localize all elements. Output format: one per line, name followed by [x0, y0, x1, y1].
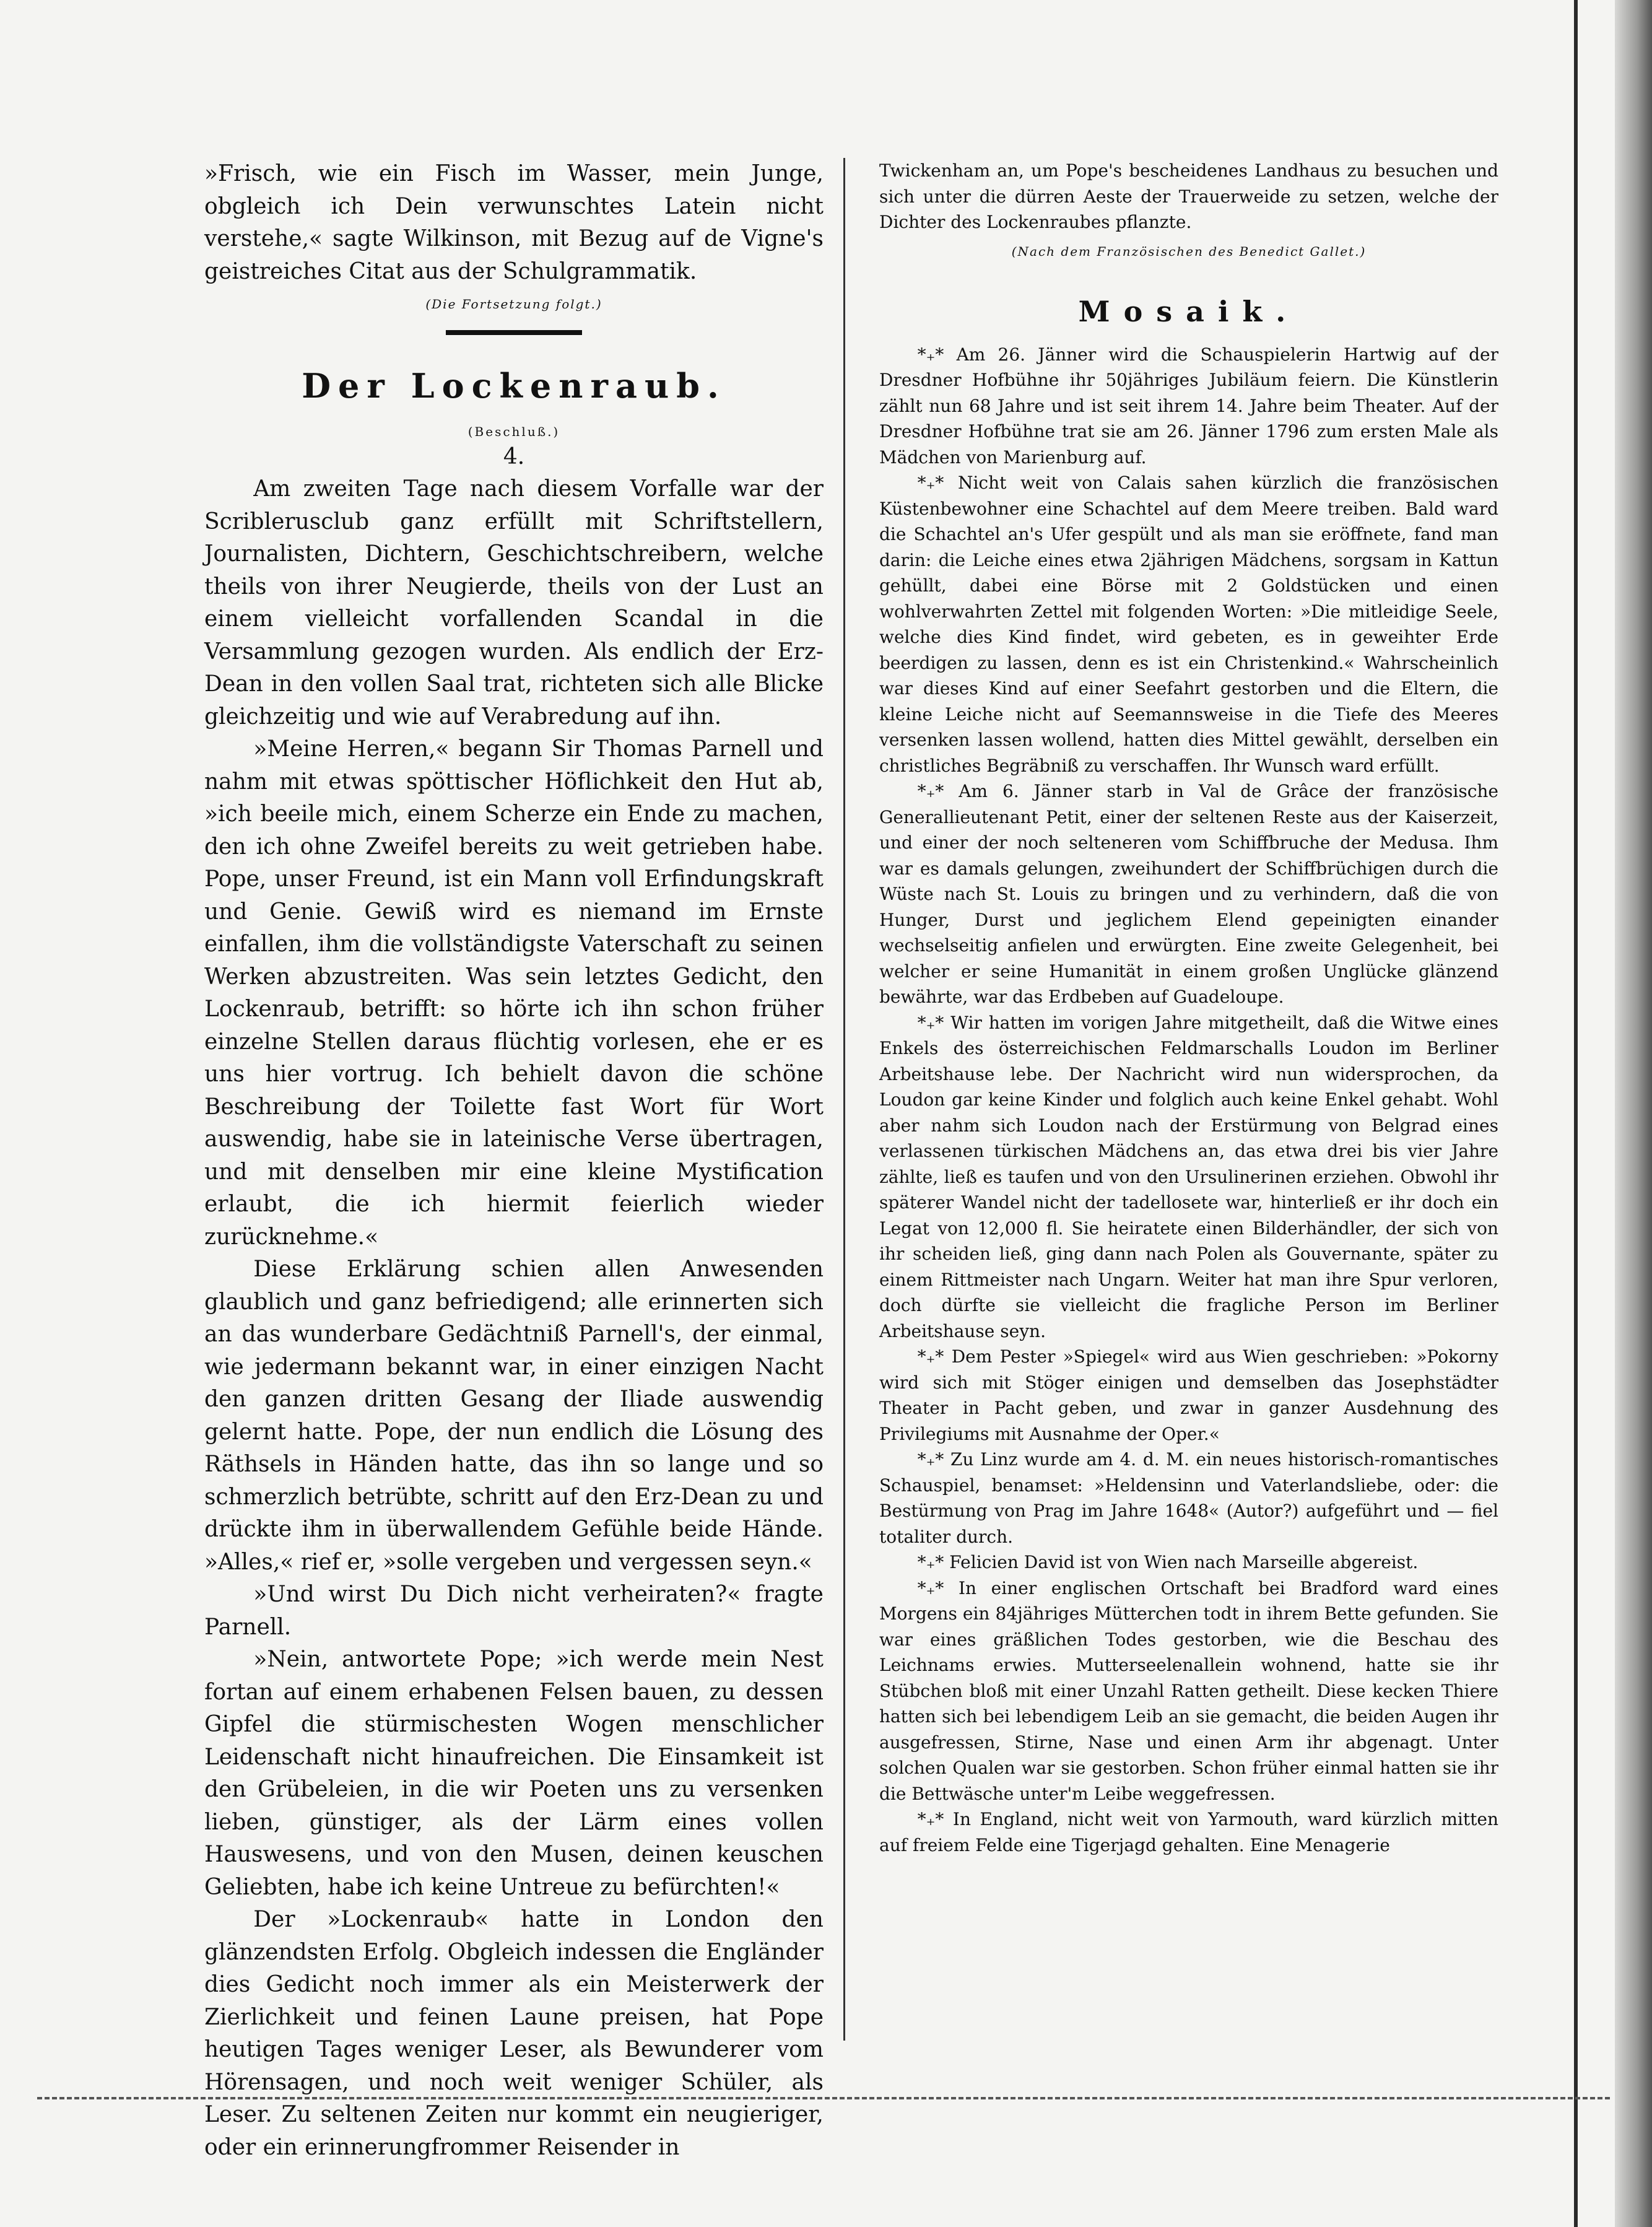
right-column — [879, 158, 1498, 2164]
page-footer-line — [37, 2076, 1610, 2099]
section-number: 4. — [503, 444, 525, 469]
continuation-note: (Die Fortsetzung folgt.) — [425, 297, 602, 312]
news-item: *₊* In England, nicht weit von Yarmouth, ward kürzlich mitten auf freiem Felde eine Tigerjagd gehalten. Eine Menagerie — [879, 1809, 1498, 1855]
right-intro-paragraph: Twickenham an, um Pope's bescheidenes Landhaus zu besuchen und sich unter die dürren Aeste der Trauerweide zu setzen, welche der Dichter des Lockenraubes pflanzte. — [879, 160, 1498, 232]
news-item: *₊* Zu Linz wurde am 4. d. M. ein neues historisch-romantisches Schauspiel, benamset: »Heldensinn und Vaterlandsliebe, oder: die Bestürmung von Prag im Jahre 1648« (Autor?) aufgeführt und — fiel totaliter durch. — [879, 1449, 1498, 1547]
news-item: *₊* Dem Pester »Spiegel« wird aus Wien geschrieben: »Pokorny wird sich mit Stöger einigen und demselben das Josephstädter Theater in Pacht geben, und zwar in ganzer Ausdehnung des Privilegiums mit Ausnahme der Oper.« — [879, 1346, 1498, 1444]
story-subtitle: (Beschluß.) — [467, 424, 560, 439]
story-paragraph: Am zweiten Tage nach diesem Vorfalle war der Scriblerusclub ganz erfüllt mit Schriftstellern, Journalisten, Dichtern, Geschichtschreibern, welche theils von ihrer Neugierde, theils von der Lust an einem vielleicht vorfallenden Scandal in die Versammlung gezogen wurden. Als endlich der Erz-Dean in den vollen Saal trat, richteten sich alle Blicke gleichzeitig und wie auf Verabredung auf ihn. — [204, 476, 824, 730]
news-item: *₊* In einer englischen Ortschaft bei Bradford ward eines Morgens ein 84jähriges Mütterchen todt in ihrem Bette gefunden. Sie war eines gräßlichen Todes gestorben, wie die Beschau des Leichnams erwies. Mutterseelenallein wohnend, hatte sie ihr Stübchen bloß mit einer Unzahl Ratten getheilt. Diese kecken Thiere hatten sich bei lebendigem Leib an sie gemacht, die beiden Augen ihr ausgefressen, Stirne, Nase und einen Arm ihr abgenagt. Unter solchen Qualen war sie gestorben. Schon früher einmal hatten sie ihr die Bettwäsche unter'm Leibe weggefressen. — [879, 1577, 1498, 1804]
mosaik-title: Mosaik. — [1078, 294, 1300, 328]
story-paragraph: »Meine Herren,« begann Sir Thomas Parnell und nahm mit etwas spöttischer Höflichkeit den Hut ab, »ich beeile mich, einem Scherze ein Ende zu machen, den ich ohne Zweifel bereits zu weit getrieben habe. Pope, unser Freund, ist ein Mann voll Erfindungskraft und Genie. Gewiß wird es niemand im Ernste einfallen, ihm die vollständigste Vaterschaft zu seinen Werken abzustreiten. Was sein letztes Gedicht, den Lockenraub, betrifft: so hörte ich ihn schon früher einzelne Stellen daraus flüchtig vorlesen, ehe er es uns hier vortrug. Ich behielt davon die schöne Beschreibung der Toilette fast Wort für Wort auswendig, habe sie in lateinische Verse übertragen, und mit denselben mir eine kleine Mystification erlaubt, die ich hiermit feierlich wieder zurücknehme.« — [204, 736, 824, 1250]
news-item: *₊* Felicien David ist von Wien nach Marseille abgereist. — [917, 1552, 1419, 1572]
story-title: Der Lockenraub. — [302, 366, 726, 406]
story-paragraph: »Nein, antwortete Pope; »ich werde mein Nest fortan auf einem erhabenen Felsen bauen, zu dessen Gipfel die stürmischesten Wogen menschlicher Leidenschaft nicht hinaufreichen. Die Einsamkeit ist den Grübeleien, in die wir Poeten uns zu versenken lieben, günstiger, als der Lärm eines vollen Hauswesens, und von den Musen, deinen keuschen Geliebten, habe ich keine Untreue zu befürchten!« — [204, 1647, 824, 1900]
story-paragraph: »Und wirst Du Dich nicht verheiraten?« fragte Parnell. — [204, 1582, 824, 1640]
page-edge-shadow — [1615, 0, 1652, 2227]
story-paragraph: Diese Erklärung schien allen Anwesenden glaublich und ganz befriedigend; alle erinnerten sich an das wunderbare Gedächtniß Parnell's, der einmal, wie jedermann bekannt war, in einer einzigen Nacht den ganzen dritten Gesang der Iliade auswendig gelernt hatte. Pope, der nun endlich die Lösung des Räthsels in Händen hatte, das ihn so lange und so schmerzlich betrübte, schritt auf den Erz-Dean zu und drückte ihm in überwallendem Gefühle beide Hände. »Alles,« rief er, »solle vergeben und vergessen seyn.« — [204, 1257, 824, 1575]
news-item: *₊* Wir hatten im vorigen Jahre mitgetheilt, daß die Witwe eines Enkels des österreichischen Feldmarschalls Loudon im Berliner Arbeitshause lebe. Der Nachricht wird nun widersprochen, da Loudon gar keine Kinder und folglich auch keine Enkel gehabt. Wohl aber nahm sich Loudon nach der Erstürmung von Belgrad eines verlassenen türkischen Mädchens an, das etwa drei bis vier Jahre zählte, ließ es taufen und von den Ursulinerinen erziehen. Obwohl ihr späterer Wandel nicht der tadellosete war, hinterließ er ihr doch ein Legat von 12,000 fl. Sie heiratete einen Bilderhändler, der sich von ihr scheiden ließ, ging dann nach Polen als Gouvernante, später zu einem Rittmeister nach Ungarn. Weiter hat man ihre Spur verloren, doch dürfte sie vielleicht die fragliche Person im Berliner Arbeitshause seyn. — [879, 1012, 1498, 1341]
source-note: (Nach dem Französischen des Benedict Gallet.) — [1011, 243, 1367, 259]
news-item: *₊* Am 6. Jänner starb in Val de Grâce der französische Generallieutenant Petit, einer der seltenen Reste aus der Kaiserzeit, und einer der noch selteneren vom Schiffbruche der Medusa. Ihm war es damals gelungen, zweihundert der Schiffbrüchigen durch die Wüste nach St. Louis zu bringen und zu verhindern, daß die von Hunger, Durst und jeglichem Elend gepeinigten einander wechselseitig anfielen und erwürgten. Eine zweite Gelegenheit, bei welcher er seine Humanität in einem großen Unglücke glänzend bewährte, war das Erdbeben auf Guadeloupe. — [879, 781, 1498, 1007]
left-intro-paragraph: »Frisch, wie ein Fisch im Wasser, mein Junge, obgleich ich Dein verwunschtes Latein nicht verstehe,« sagte Wilkinson, mit Bezug auf de Vigne's geistreiches Citat aus der Schulgrammatik. — [204, 161, 824, 284]
page-binding-line — [1574, 0, 1578, 2227]
section-rule — [446, 330, 582, 335]
news-item: *₊* Nicht weit von Calais sahen kürzlich die französischen Küstenbewohner eine Schachtel auf dem Meere treiben. Bald ward die Schachtel an's Ufer gespült und als man sie eröffnete, fand man darin: die Leiche eines etwa 2jährigen Mädchens, sorgsam in Kattun gehüllt, dabei eine Börse mit 2 Goldstücken und einen wohlverwahrten Zettel mit folgenden Worten: »Die mitleidige Seele, welche dies Kind findet, wird gebeten, es in geweihter Erde beerdigen zu lassen, denn es ist ein Christenkind.« Wahrscheinlich war dieses Kind auf einer Seefahrt gestorben und die Eltern, die kleine Leiche nicht auf Seemannsweise in die Tiefe des Meeres versenken lassen wollend, hatten dies Mittel gewählt, derselben ein christliches Begräbniß zu verschaffen. Ihr Wunsch ward erfüllt. — [879, 473, 1498, 776]
news-item: *₊* Am 26. Jänner wird die Schauspielerin Hartwig auf der Dresdner Hofbühne ihr 50jähriges Jubiläum feiern. Die Künstlerin zählt nun 68 Jahre und ist seit ihrem 14. Jahre beim Theater. Auf der Dresdner Hofbühne trat sie am 26. Jänner 1796 zum ersten Male als Mädchen von Marienburg auf. — [879, 344, 1498, 468]
left-column — [204, 158, 824, 2164]
page-columns — [204, 158, 1498, 2164]
story-paragraph: Der »Lockenraub« hatte in London den glänzendsten Erfolg. Obgleich indessen die Engländer dies Gedicht noch immer als ein Meisterwerk der Zierlichkeit und feinen Laune preisen, hat Pope heutigen Tages weniger Leser, als Bewunderer vom Hörensagen, und noch weit weniger Schüler, als Leser. Zu seltenen Zeiten nur kommt ein neugieriger, oder ein erinnerungfrommer Reisender in — [204, 1907, 824, 2160]
